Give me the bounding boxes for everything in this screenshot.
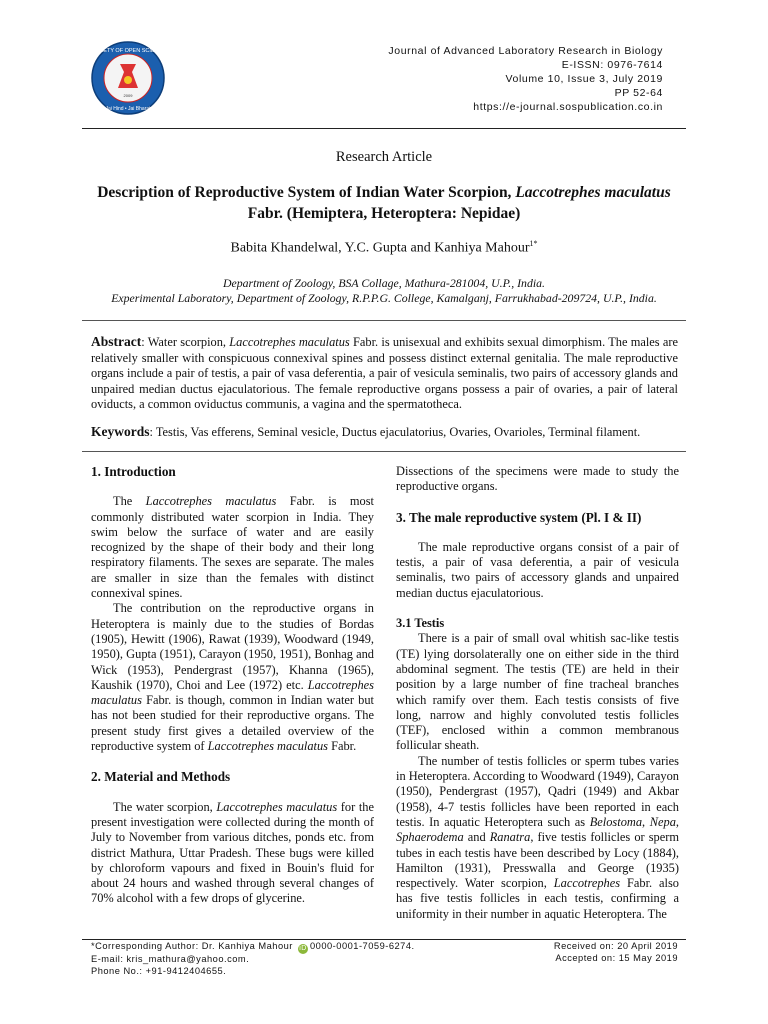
journal-url[interactable]: https://e-journal.sospublication.co.in — [473, 101, 663, 113]
journal-pages: PP 52-64 — [614, 87, 663, 99]
affiliation-1: Department of Zoology, BSA Collage, Mathura-281004, U.P., India. — [222, 276, 545, 290]
abstract-rule-bottom — [82, 451, 686, 452]
logo-text-year: 2009 — [123, 93, 133, 98]
paper-title: Description of Reproductive System of Indian Water Scorpion, Laccotrephes maculatus Fabr. (Hemiptera, Heteroptera: Nepidae) — [97, 184, 671, 222]
article-type: Research Article — [335, 149, 433, 165]
author-phone: Phone No.: +91-9412404655. — [91, 965, 227, 976]
male-system-heading: 3. The male reproductive system (Pl. I & II) — [396, 509, 642, 525]
footer-dates — [554, 941, 678, 964]
received-date: Received on: 20 April 2019 — [553, 941, 678, 951]
journal-info — [388, 44, 663, 114]
abstract-rule-top — [82, 320, 686, 321]
testis-paragraph-1: There is a pair of small oval whitish sac-like testis (TE) lying dorsolaterally one on either side in the third abdominal segment. The testis (TE) are held in their position by a large number of fine tracheal branches which ramify over them. Each testis consists of five long, narrow and highly convoluted testis follicles (TEF), enclosed within a common membranous follicular sheath. — [396, 631, 679, 753]
footer-contact — [91, 941, 415, 977]
journal-eissn: E-ISSN: 0976-7614 — [561, 59, 663, 71]
logo-text-top: SOCIETY OF OPEN SCIENCE — [90, 48, 166, 54]
intro-paragraph-2: The contribution on the reproductive organs in Heteroptera is mainly due to the studies of Bordas (1905), Hewitt (1906), Rawat (1939), Woodward (1949, 1950), Gupta (1951), Carayon (1950, 1951), Bonhag and Wick (1953), Pendergrast (1957), Khanna (1965), Kaushik (1970), Choi and Lee (1972) etc. Laccotrephes maculatus Fabr. is though, common in Indian water but has not been studied for their reproductive organs. The present study first gives a detailed overview of the reproductive system of Laccotrephes maculatus Fabr. — [91, 601, 374, 754]
testis-paragraph-2: The number of testis follicles or sperm tubes varies in Heteroptera. According to Woodward (1949), Carayon (1950), Pendergrast (1957), Qadri (1949) and Akbar (1958), 4-7 testis follicles have been reported in each testis. In aquatic Heteroptera such as Belostoma, Nepa, Sphaerodema and Ranatra, five testis follicles or sperm tubes in each testis have been described by Locy (1884), Hamilton (1931), Presswalla and George (1935) respectively. Water scorpion, Laccotrephes Fabr. also has five testis follicles in each testis, confirming a uniformity in their number in aquatic Heteroptera. The — [396, 753, 680, 921]
methods-heading: 2. Material and Methods — [91, 769, 231, 785]
methods-paragraph: The water scorpion, Laccotrephes maculatus for the present investigation were collected during the month of July to November from various ditches, ponds etc. from district Mathura, Uttar Pradesh. These bugs were killed by chloroform vapours and fixed in Bouin's fluid for about 24 hours and washed through several changes of 70% alcohol with a few drops of glycerine. — [91, 799, 374, 906]
accepted-date: Accepted on: 15 May 2019 — [555, 952, 678, 963]
left-column — [91, 464, 374, 907]
logo-text-bottom: Jai Hind • Jai Bharat — [105, 106, 151, 112]
footer-rule — [82, 939, 686, 940]
author-email[interactable]: E-mail: kris_mathura@yahoo.com. — [91, 954, 250, 964]
affiliations — [0, 276, 768, 306]
society-logo — [90, 40, 166, 116]
orcid-icon: iD — [299, 945, 307, 952]
orcid-id[interactable]: 0000-0001-7059-6274. — [310, 941, 415, 951]
intro-heading: 1. Introduction — [91, 464, 176, 479]
male-system-paragraph: The male reproductive organs consist of a pair of testis, a pair of vasa deferentia, a pair of vesicula seminalis, two pairs of accessory glands and unpaired median ductus ejaculatorious. — [396, 539, 679, 600]
keywords: Keywords: Testis, Vas efferens, Seminal vesicle, Ductus ejaculatorius, Ovaries, Ovarioles, Terminal filament. — [91, 424, 641, 439]
journal-volume: Volume 10, Issue 3, July 2019 — [505, 73, 663, 85]
corresponding-author: *Corresponding Author: Dr. Kanhiya Mahour — [91, 941, 293, 951]
dissection-paragraph: Dissections of the specimens were made to study the reproductive organs. — [396, 464, 679, 494]
right-column — [396, 464, 679, 922]
authors: Babita Khandelwal, Y.C. Gupta and Kanhiya Mahour$^{1*}$ — [230, 239, 538, 256]
affiliation-2: Experimental Laboratory, Department of Zoology, R.P.P.G. College, Kamalganj, Farrukhabad-209724, U.P., India. — [111, 291, 657, 305]
intro-paragraph-1: The Laccotrephes maculatus Fabr. is most commonly distributed water scorpion in India. They swim below the surface of water and are easily recognized by the shape of their body and their long respiratory filaments. The sexes are separate. The males are smaller in size than the females with distinct connexival spines. — [91, 494, 374, 601]
testis-heading: 3.1 Testis — [396, 616, 445, 631]
abstract: Abstract: Water scorpion, Laccotrephes maculatus Fabr. is unisexual and exhibits sexual dimorphism. The males are relatively smaller with conspicuous connexival spines and possess distinct external genitalia. The male reproductive organs include a pair of testis, a pair of vasa deferentia, a pair of vesicula seminalis, two pairs of accessory glands and unpaired median ductus ejaculatorious. The female reproductive organs possess a pair of ovaries, a pair of lateral oviducts, a common oviductus communis, a vagina and the spermatotheca. — [91, 334, 678, 411]
header-rule — [82, 128, 686, 129]
journal-name: Journal of Advanced Laboratory Research in Biology — [388, 45, 663, 57]
